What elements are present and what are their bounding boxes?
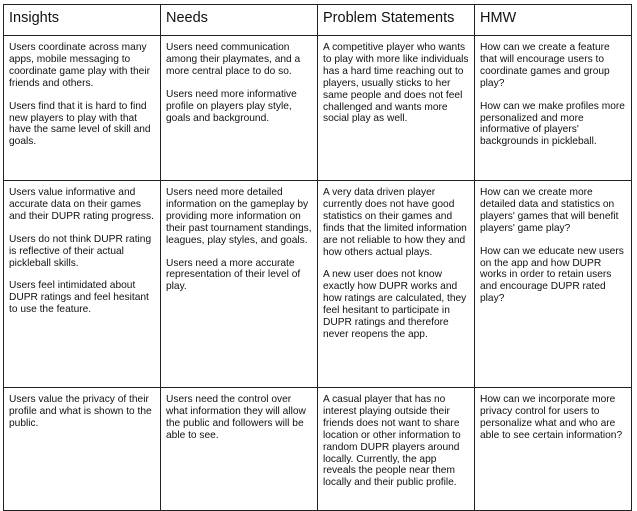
cell-paragraph: Users need more informative profile on players play style, goals and background. [166,88,297,124]
needs-cell [161,181,318,388]
cell-paragraph: Users value informative and accurate data on their games and their DUPR rating progress. [9,187,154,222]
cell-paragraph: A very data driven player currently does not have good statistics on their games and finds that the limited information are not reliable to how they and how others actual plays. [323,187,467,258]
insights-cell [4,388,161,511]
hmw-cell [475,181,632,388]
cell-paragraph: Users do not think DUPR rating is reflective of their actual pickleball skills. [9,233,152,269]
cell-paragraph: How can we make profiles more personalized and more informative of players' backgrounds in pickleball. [480,100,625,148]
header-insights: Insights [4,5,161,36]
cell-paragraph: Users value the privacy of their profile and what is shown to the public. [9,394,152,429]
header-problem-statements: Problem Statements [318,5,475,36]
cell-paragraph: How can we create a feature that will encourage users to coordinate games and group play? [480,42,610,89]
cell-paragraph: Users need a more accurate representation of their level of play. [166,257,301,293]
cell-paragraph: Users need communication among their playmates, and a more central place to do so. [166,42,301,77]
cell-paragraph: Users find that it is hard to find new players to play with that have the same level of skill and goals. [9,100,151,148]
cell-paragraph: How can we create more detailed data and statistics on players' games that will benefit players' game play? [480,187,619,234]
cell-paragraph: A casual player that has no interest playing outside their friends does not want to share location or other information to random DUPR players around locally. Currently, the app reveals the people near them locally and their public profile. [323,394,461,489]
cell-paragraph: Users coordinate across many apps, mobile messaging to coordinate game play with their friends and others. [9,42,151,89]
table-row [4,388,632,511]
header-row [4,5,632,36]
table-row [4,36,632,181]
hmw-cell [475,36,632,181]
problem-statement-cell [318,181,475,388]
needs-cell [161,36,318,181]
insights-cell [4,181,161,388]
header-needs: Needs [161,5,318,36]
cell-paragraph: Users need more detailed information on the gameplay by providing more information on their past tournament standings, leagues, play styles, and goals. [166,187,312,246]
insights-cell [4,36,161,181]
cell-paragraph: A competitive player who wants to play with more like individuals has a hard time reaching out to players, usually sticks to her same people and does not feel challenged and wants more social play as well. [323,42,469,125]
cell-paragraph: How can we educate new users on the app and how DUPR works in order to retain users and encourage DUPR rated play? [480,245,624,305]
cell-paragraph: A new user does not know exactly how DUPR works and how ratings are calculated, they feel hesitant to participate in DUPR ratings and therefore never reopens the app. [323,269,467,340]
affinity-table [3,4,632,511]
cell-paragraph: Users need the control over what information they will allow the public and followers will be able to see. [166,394,306,441]
hmw-cell [475,388,632,511]
cell-paragraph: How can we incorporate more privacy control for users to personalize what and who are able to see certain information? [480,394,623,441]
problem-statement-cell [318,36,475,181]
cell-paragraph: Users feel intimidated about DUPR ratings and feel hesitant to use the feature. [9,280,149,316]
header-hmw: HMW [475,5,632,36]
needs-cell [161,388,318,511]
table-row [4,181,632,388]
problem-statement-cell [318,388,475,511]
